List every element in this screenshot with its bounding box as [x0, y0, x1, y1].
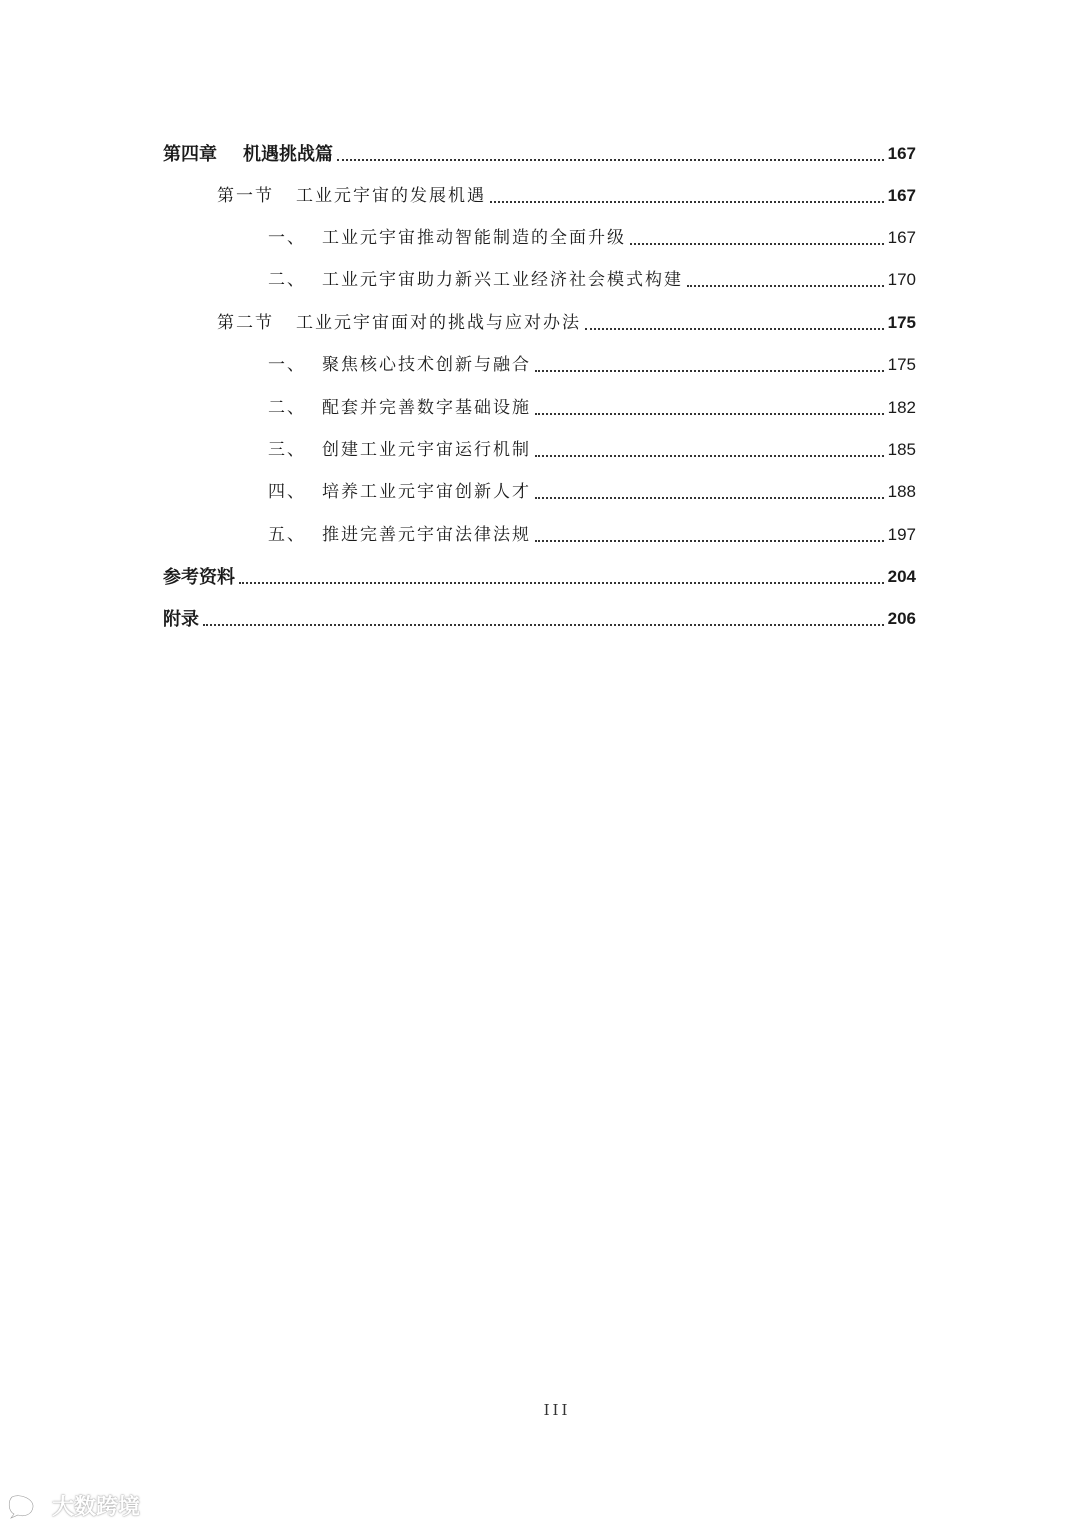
toc-entry-title: 配套并完善数字基础设施 — [322, 398, 531, 418]
toc-entry-number: 第二节 — [217, 313, 274, 333]
toc-entry-title: 工业元宇宙面对的挑战与应对办法 — [296, 313, 581, 333]
chat-bubble-icon — [6, 1493, 46, 1519]
dot-leader — [535, 497, 884, 499]
toc-entry-page: 175 — [887, 313, 916, 332]
page-number: III — [543, 1401, 571, 1419]
watermark-text: 大数跨境 — [52, 1495, 141, 1520]
toc-entry-title: 参考资料 — [163, 567, 235, 587]
toc-entry-chapter-4[interactable] — [163, 139, 916, 169]
toc-entry-page: 167 — [887, 186, 916, 205]
dot-leader — [585, 328, 884, 330]
toc-entry-references[interactable] — [163, 562, 916, 592]
toc-entry-item[interactable] — [268, 223, 916, 253]
toc-entry-section-2[interactable] — [217, 308, 916, 338]
toc-entry-title: 聚焦核心技术创新与融合 — [322, 355, 531, 375]
dot-leader — [535, 455, 884, 457]
toc-entry-title: 附录 — [163, 609, 199, 629]
toc-entry-number: 一、 — [268, 355, 306, 375]
dot-leader — [203, 624, 884, 626]
dot-leader — [535, 540, 884, 542]
toc-entry-page: 182 — [887, 398, 916, 417]
toc-entry-page: 188 — [887, 482, 916, 501]
toc-entry-number: 三、 — [268, 440, 306, 460]
toc-entry-page: 206 — [887, 609, 916, 628]
dot-leader — [630, 243, 884, 245]
toc-entry-page: 185 — [887, 440, 916, 459]
toc-entry-item[interactable] — [268, 393, 916, 423]
toc-entry-appendix[interactable] — [163, 604, 916, 634]
toc-entry-title: 工业元宇宙推动智能制造的全面升级 — [322, 228, 626, 248]
dot-leader — [490, 201, 884, 203]
toc-entry-page: 170 — [887, 270, 916, 289]
toc-entry-item[interactable] — [268, 350, 916, 380]
watermark — [6, 1490, 140, 1521]
toc-entry-page: 197 — [887, 525, 916, 544]
dot-leader — [239, 582, 884, 584]
toc-entry-title: 培养工业元宇宙创新人才 — [322, 482, 531, 502]
dot-leader — [687, 285, 884, 287]
toc-entry-title: 机遇挑战篇 — [243, 144, 333, 164]
toc-entry-page: 167 — [887, 144, 916, 163]
toc-entry-item[interactable] — [268, 435, 916, 465]
toc-entry-page: 175 — [887, 355, 916, 374]
toc-entry-item[interactable] — [268, 265, 916, 295]
toc-entry-number: 二、 — [268, 270, 306, 290]
toc-entry-item[interactable] — [268, 520, 916, 550]
toc-entry-title: 工业元宇宙助力新兴工业经济社会模式构建 — [322, 270, 683, 290]
toc-entry-title: 创建工业元宇宙运行机制 — [322, 440, 531, 460]
toc-entry-title: 推进完善元宇宙法律法规 — [322, 525, 531, 545]
toc-entry-number: 第四章 — [163, 144, 217, 164]
toc-entry-page: 167 — [887, 228, 916, 247]
toc-entry-title: 工业元宇宙的发展机遇 — [296, 186, 486, 206]
toc-entry-number: 四、 — [268, 482, 306, 502]
dot-leader — [337, 159, 884, 161]
toc-entry-number: 二、 — [268, 398, 306, 418]
toc-entry-item[interactable] — [268, 477, 916, 507]
toc-entry-number: 一、 — [268, 228, 306, 248]
dot-leader — [535, 370, 884, 372]
toc-entry-number: 五、 — [268, 525, 306, 545]
toc-entry-page: 204 — [887, 567, 916, 586]
dot-leader — [535, 413, 884, 415]
toc-entry-number: 第一节 — [217, 186, 274, 206]
toc-entry-section-1[interactable] — [217, 181, 916, 211]
